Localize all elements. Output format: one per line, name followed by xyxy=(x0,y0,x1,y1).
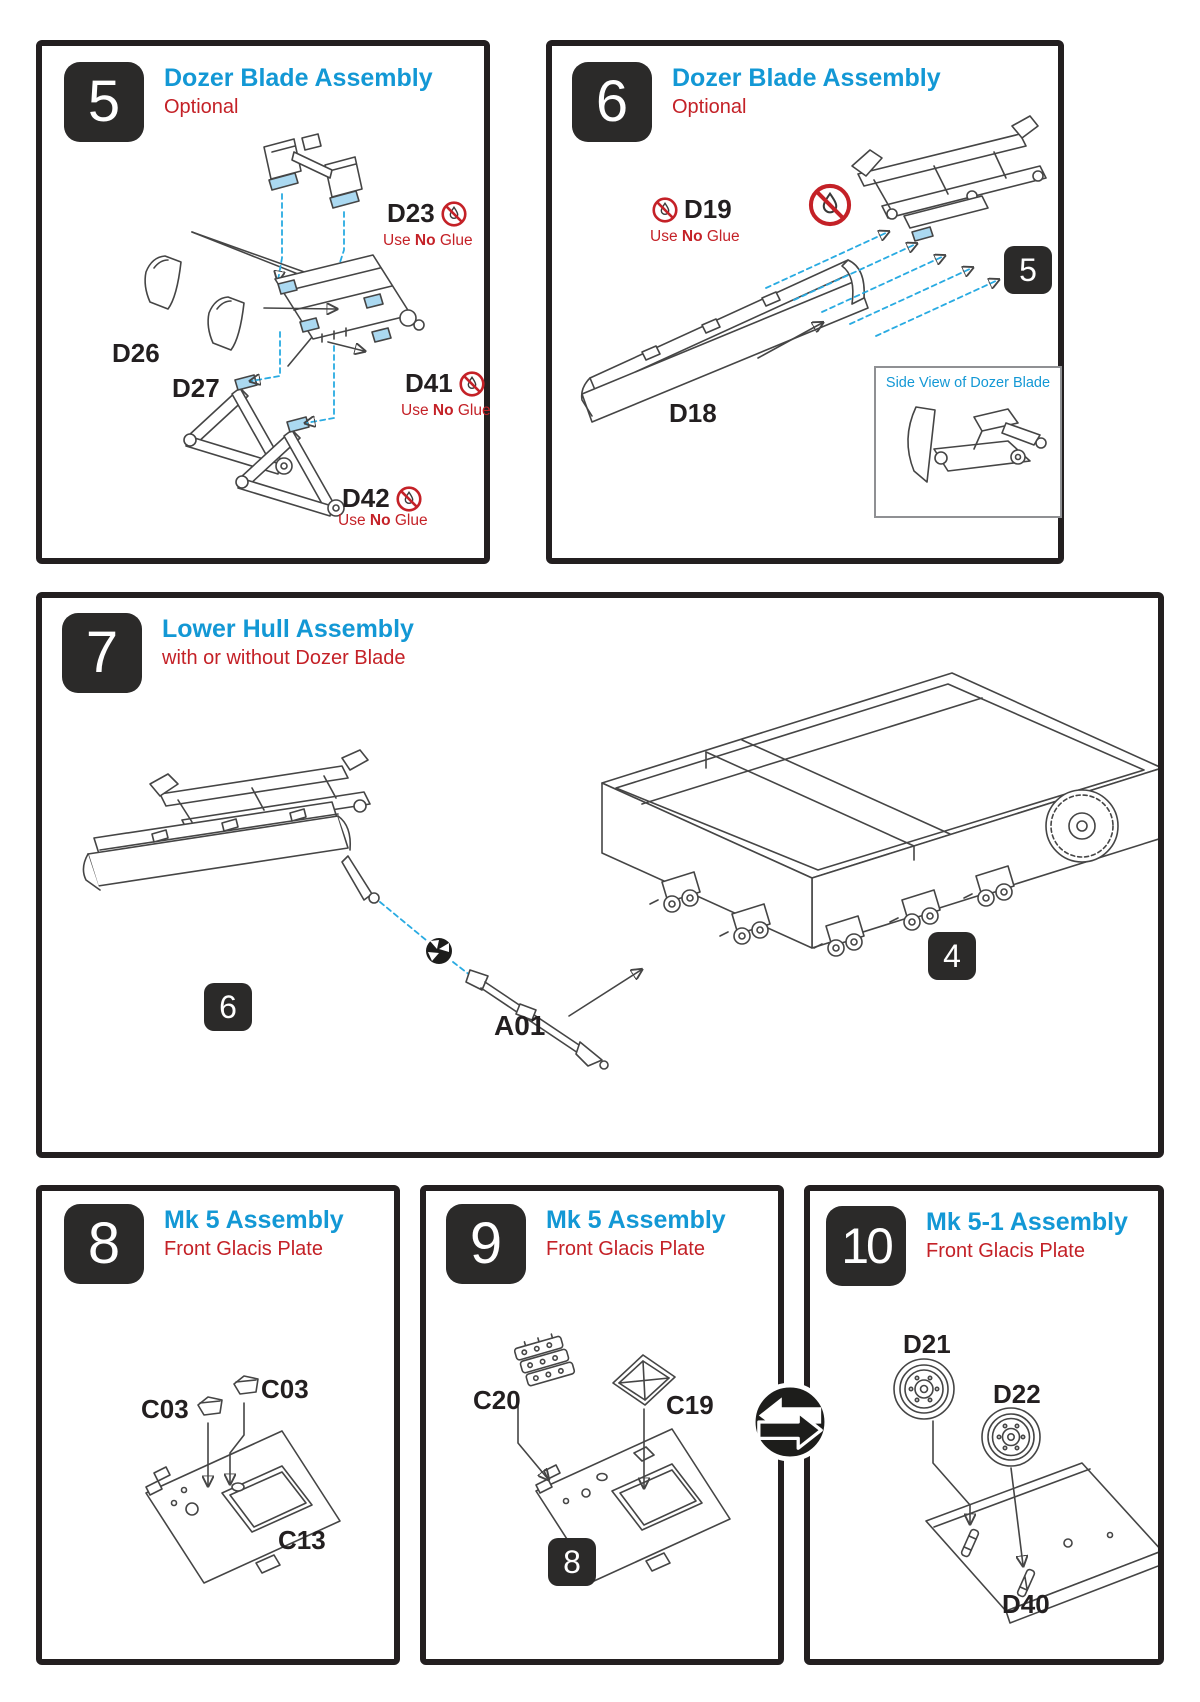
part-label-d19 xyxy=(652,194,732,225)
panel-step-6 xyxy=(546,40,1064,564)
no-glue-icon xyxy=(652,197,678,223)
part-label-c13: C13 xyxy=(278,1525,326,1555)
panel7-illustration xyxy=(42,598,1158,1152)
note-use: Use xyxy=(338,512,370,529)
step-subtitle: with or without Dozer Blade xyxy=(162,646,406,669)
panel-step-5 xyxy=(36,40,490,564)
step-subtitle: Front Glacis Plate xyxy=(164,1237,323,1260)
part-label-text: D41 xyxy=(405,368,453,398)
part-label-c03-left: C03 xyxy=(141,1394,189,1424)
part-label-d18: D18 xyxy=(669,398,717,428)
use-no-glue-note xyxy=(338,512,428,530)
part-label-text: D19 xyxy=(684,194,732,224)
use-no-glue-note xyxy=(383,232,473,250)
ref-step-4-badge: 4 xyxy=(928,932,976,980)
panel10-illustration xyxy=(810,1191,1158,1659)
ref-step-8-badge: 8 xyxy=(548,1538,596,1586)
part-label-d22: D22 xyxy=(993,1379,1041,1409)
rotate-part-icon xyxy=(425,937,453,965)
note-glue: Glue xyxy=(453,402,491,419)
part-label-d42 xyxy=(342,483,422,514)
part-label-d40: D40 xyxy=(1002,1589,1050,1619)
step-subtitle: Optional xyxy=(672,95,747,118)
use-no-glue-note xyxy=(650,228,740,246)
panel-step-8 xyxy=(36,1185,400,1665)
note-no: No xyxy=(369,512,391,529)
step-title: Dozer Blade Assembly xyxy=(672,64,941,92)
no-glue-icon xyxy=(808,183,852,227)
step-title: Mk 5 Assembly xyxy=(164,1206,344,1234)
swap-arrows-icon xyxy=(749,1381,831,1463)
note-glue: Glue xyxy=(702,228,740,245)
step-subtitle: Front Glacis Plate xyxy=(546,1237,705,1260)
note-glue: Glue xyxy=(435,232,473,249)
no-glue-icon xyxy=(441,201,467,227)
panel9-illustration xyxy=(426,1191,778,1659)
step-number-badge: 6 xyxy=(572,62,652,142)
step-title: Mk 5-1 Assembly xyxy=(926,1208,1128,1236)
part-label-c03-right: C03 xyxy=(261,1374,309,1404)
part-label-c19: C19 xyxy=(666,1390,714,1420)
no-glue-icon xyxy=(396,486,422,512)
side-view-inset xyxy=(874,366,1062,518)
step-number-badge: 9 xyxy=(446,1204,526,1284)
ref-step-5-badge: 5 xyxy=(1004,246,1052,294)
panel5-illustration xyxy=(42,46,484,558)
panel-step-7 xyxy=(36,592,1164,1158)
use-no-glue-note xyxy=(401,402,491,420)
part-label-d23 xyxy=(387,198,467,229)
part-label-a01: A01 xyxy=(494,1010,546,1041)
no-glue-icon xyxy=(459,371,485,397)
part-label-d26: D26 xyxy=(112,338,160,368)
step-number-badge: 10 xyxy=(826,1206,906,1286)
note-use: Use xyxy=(401,402,433,419)
note-no: No xyxy=(432,402,454,419)
part-label-d21: D21 xyxy=(903,1329,951,1359)
note-no: No xyxy=(414,232,436,249)
note-use: Use xyxy=(650,228,682,245)
step-title: Dozer Blade Assembly xyxy=(164,64,433,92)
step-number-badge: 8 xyxy=(64,1204,144,1284)
side-view-drawing xyxy=(878,391,1058,503)
note-glue: Glue xyxy=(390,512,428,529)
step-number-badge: 5 xyxy=(64,62,144,142)
part-label-d27: D27 xyxy=(172,373,220,403)
step-title: Lower Hull Assembly xyxy=(162,615,414,643)
inset-title: Side View of Dozer Blade xyxy=(885,375,1051,391)
panel-step-10 xyxy=(804,1185,1164,1665)
part-label-c20: C20 xyxy=(473,1385,521,1415)
step-subtitle: Optional xyxy=(164,95,239,118)
panel-step-9 xyxy=(420,1185,784,1665)
note-use: Use xyxy=(383,232,415,249)
part-label-text: D23 xyxy=(387,198,435,228)
note-no: No xyxy=(681,228,703,245)
step-number-badge: 7 xyxy=(62,613,142,693)
part-label-text: D42 xyxy=(342,483,390,513)
step-title: Mk 5 Assembly xyxy=(546,1206,726,1234)
panel8-illustration xyxy=(42,1191,394,1659)
step-subtitle: Front Glacis Plate xyxy=(926,1239,1085,1262)
ref-step-6-badge: 6 xyxy=(204,983,252,1031)
part-label-d41 xyxy=(405,368,485,399)
